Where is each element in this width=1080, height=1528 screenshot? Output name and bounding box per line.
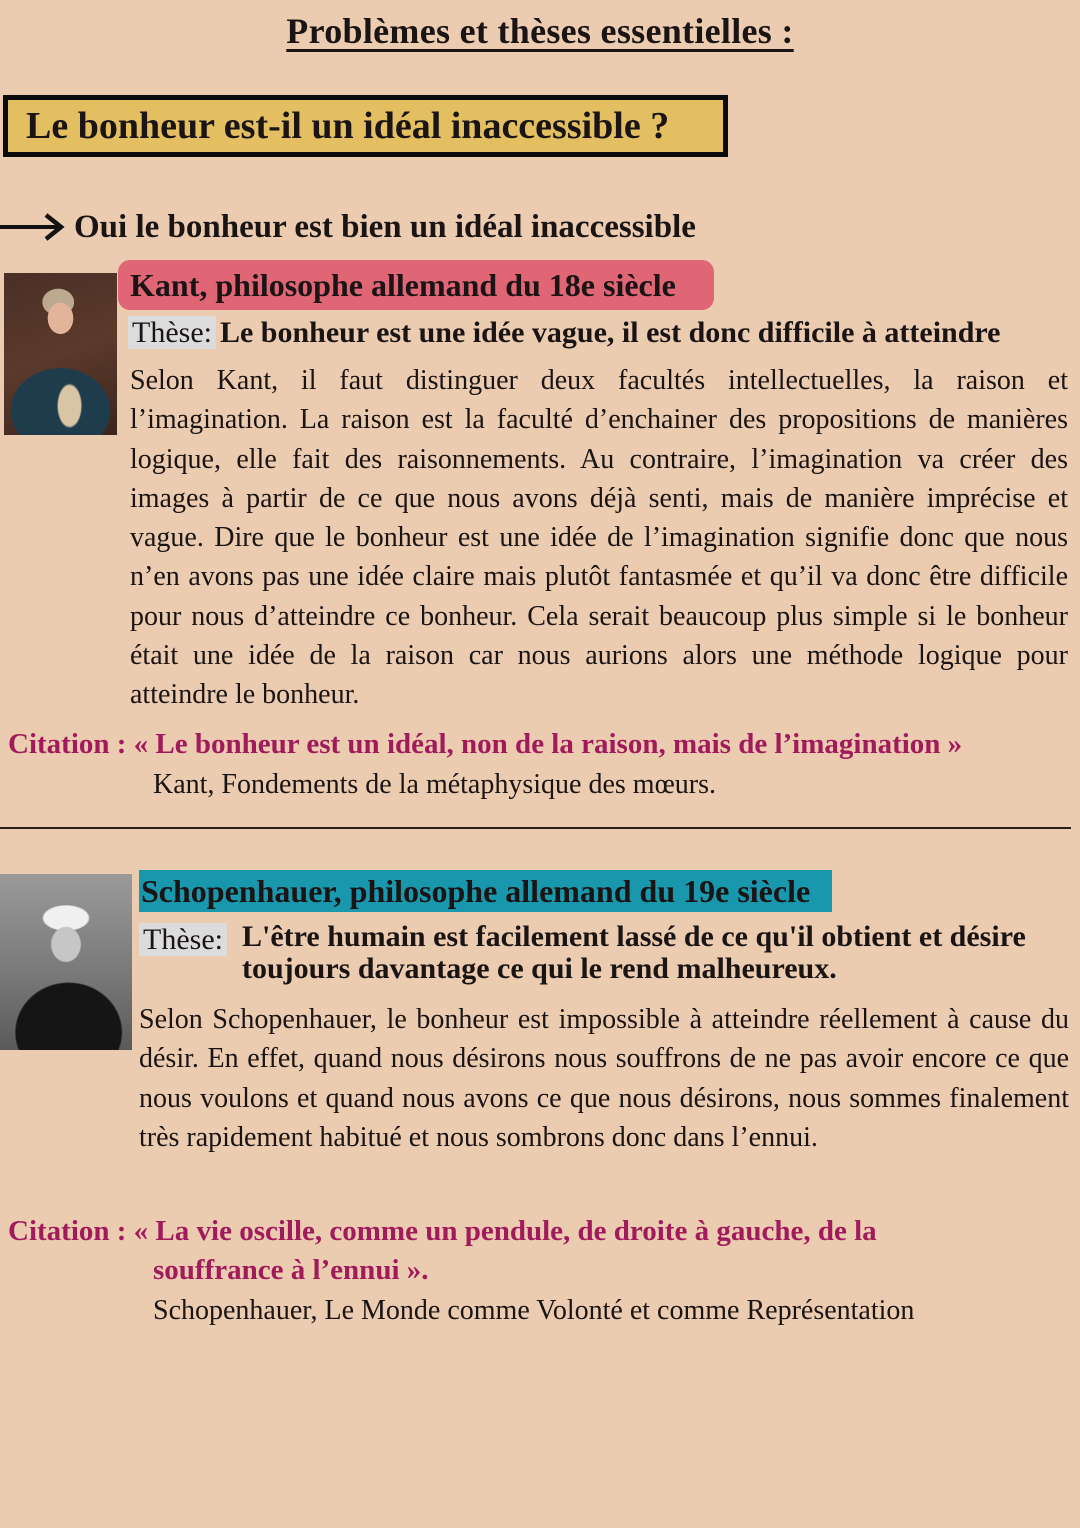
schopenhauer-portrait xyxy=(0,874,132,1050)
citation-source: Kant, Fondements de la métaphysique des mœurs. xyxy=(153,769,717,800)
schopenhauer-body-paragraph: Selon Schopenhauer, le bonheur est impossible à atteindre réellement à cause du désir. En effet, quand nous désirons nous souffrons de ne pas avoir encore ce que nous voulons et quand nous avons ce que nous désirons, nous sommes finalement très rapidement habitué et nous sombrons donc dans l’ennui. xyxy=(139,1004,1069,1153)
citation-quote-line1: « La vie oscille, comme un pendule, de droite à gauche, de la xyxy=(133,1215,877,1247)
these-label-text: Thèse: xyxy=(139,923,227,956)
kant-these xyxy=(128,312,1001,354)
citation-label: Citation : xyxy=(8,1215,127,1247)
schopenhauer-citation xyxy=(8,1212,1068,1251)
these-text: L'être humain est facilement lassé de ce qu'il obtient et désire toujours davantage ce qui le rend malheureux. xyxy=(242,920,1026,985)
question-text: Le bonheur est-il un idéal inaccessible ? xyxy=(26,105,670,147)
these-text: Le bonheur est une idée vague, il est donc difficile à atteindre xyxy=(219,316,1001,349)
citation-quote: « Le bonheur est un idéal, non de la raison, mais de l’imagination » xyxy=(133,728,963,760)
section-divider xyxy=(0,827,1071,829)
schopenhauer-header: Schopenhauer, philosophe allemand du 19e siècle xyxy=(139,870,832,912)
citation-quote-line2: souffrance à l’ennui ». xyxy=(153,1254,429,1286)
citation-source: Schopenhauer, Le Monde comme Volonté et comme Représentation xyxy=(153,1295,915,1326)
citation-label: Citation : xyxy=(8,728,127,760)
page-title: Problèmes et thèses essentielles : xyxy=(286,11,794,51)
question-box xyxy=(3,95,728,157)
these-label xyxy=(139,920,227,960)
answer-line xyxy=(0,204,696,250)
kant-portrait xyxy=(4,273,117,435)
kant-citation xyxy=(8,725,1068,764)
kant-body-paragraph: Selon Kant, il faut distinguer deux facultés intellectuelles, la raison et l’imagination. La raison est la faculté d’enchainer des propositions de manières logique, elle fait des raisonnements. Au contraire, l’imagination va créer des images à partir de ce que nous avons déjà senti, mais de manière imprécise et vague. Dire que le bonheur est une idée de l’imagination signifie donc que nous n’en avons pas une idée claire mais plutôt fantasmée et qu’il va donc être difficile pour nous d’atteindre ce bonheur. Cela serait beaucoup plus simple si le bonheur était une idée de la raison car nous aurions alors une méthode logique pour atteindre le bonheur. xyxy=(130,365,1068,711)
kant-header: Kant, philosophe allemand du 18e siècle xyxy=(118,260,714,310)
answer-text: Oui le bonheur est bien un idéal inaccessible xyxy=(74,208,696,245)
arrow-right-icon xyxy=(0,212,66,242)
these-label: Thèse: xyxy=(128,316,216,349)
